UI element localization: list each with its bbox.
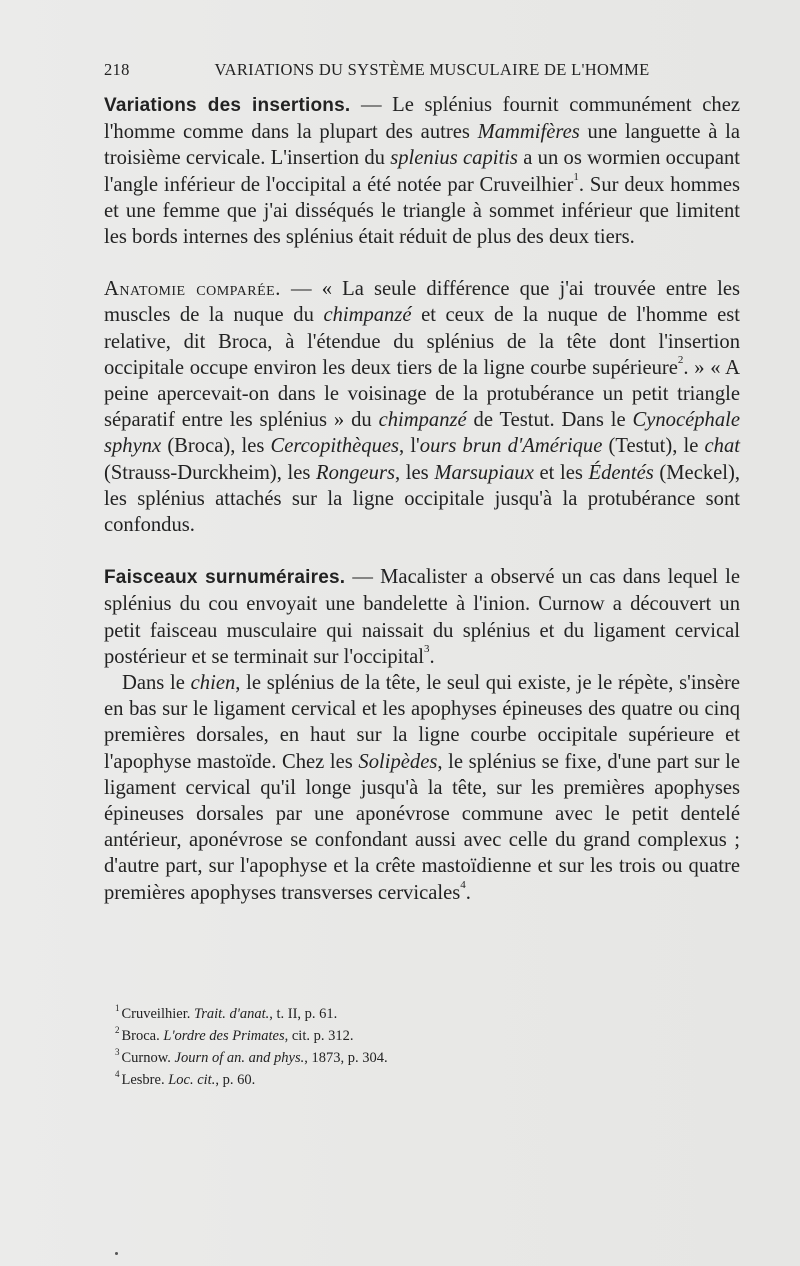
text-run: , le splénius se fixe, d'une part sur le ligament cervical qu'il longe jusqu'à la tête, sur les premières apophyses épineuses dorsales par une aponévrose commune avec le petit dentelé antérieur, aponévrose se confondant aussi avec celle du grand complexus ; d'autre part, sur l'apophyse et la crête mastoïdienne et sur les trois ou quatre premières apophyses transverses cervicales	[104, 750, 741, 904]
footnote-work: Loc. cit.	[168, 1072, 216, 1088]
italic-term: Cynocéphale sphynx	[104, 409, 740, 458]
section-heading: Anatomie comparée.	[104, 278, 281, 301]
text-run: — Le splénius fournit communément chez l'homme comme dans la plupart des autres	[104, 94, 740, 144]
text-run: (Strauss-Durckheim), les	[104, 461, 317, 484]
text-run: et les	[533, 461, 589, 484]
footnote-citation: , t. II, p. 61.	[269, 1006, 338, 1022]
text-run: et ceux de la nuque de l'homme est relative, dit Broca, à l'étendue du splénius de la tête dont l'insertion occipitale occupe environ les deux tiers de la ligne courbe supérieure	[104, 304, 740, 379]
italic-term: chat	[704, 435, 740, 458]
paragraph	[104, 670, 740, 906]
footnote-work: Trait. d'anat.	[194, 1006, 270, 1022]
section-faisceaux-surnumeraires	[104, 564, 740, 906]
italic-term: ours brun d'Amérique	[419, 435, 603, 458]
footnote-number: 2	[115, 1025, 120, 1035]
text-run: — Macalister a observé un cas dans lequel le splénius du cou envoyait une bandelette à l'inion. Curnow a découvert un petit faisceau musculaire qui naissait du splénius et du ligament cervical postérieur et se terminait sur l'occipital	[104, 566, 740, 668]
footnote-number: 4	[115, 1069, 120, 1079]
italic-term: chien	[190, 672, 236, 695]
section-heading: Faisceaux surnuméraires.	[104, 567, 346, 589]
page-number: 218	[104, 60, 130, 79]
text-run: .	[429, 645, 435, 668]
italic-term: Cercopithèques	[270, 435, 400, 458]
paragraph	[104, 92, 740, 250]
footnote-ref: 4	[460, 878, 466, 891]
footnote-author: Broca.	[121, 1028, 164, 1044]
page-body	[104, 92, 740, 932]
text-run: , les	[394, 461, 435, 484]
running-title: VARIATIONS DU SYSTÈME MUSCULAIRE DE L'HOMME	[214, 60, 650, 79]
footnote-ref: 1	[573, 170, 579, 183]
footnote-author: Lesbre.	[121, 1072, 169, 1088]
text-run: (Broca), les	[161, 435, 271, 458]
paragraph	[104, 276, 740, 538]
italic-term: Marsupiaux	[434, 461, 534, 484]
paper-speck	[115, 1252, 118, 1255]
section-heading: Variations des insertions.	[104, 95, 351, 116]
italic-term: Édentés	[588, 461, 654, 484]
footnote	[115, 1003, 715, 1025]
italic-term: Solipèdes	[358, 750, 438, 773]
italic-term: Rongeurs	[316, 461, 395, 484]
text-run: .	[465, 881, 471, 904]
footnote-ref: 2	[677, 353, 684, 366]
text-run: a un os wormien occupant l'angle inférieur de l'occipital a été notée par Cruveilhier	[104, 147, 740, 196]
footnote-author: Curnow.	[121, 1050, 175, 1066]
text-run: . Sur deux hommes et une femme que j'ai disséqués le triangle à sommet inférieur que limitent les bords internes des splénius était réduit de plus des deux tiers.	[104, 173, 740, 249]
text-run: Dans le	[122, 672, 191, 695]
page-header	[104, 60, 740, 80]
text-run: (Meckel), les splénius attachés sur la ligne occipitale jusqu'à la protubérance sont confondus.	[104, 461, 740, 537]
text-run: (Testut), le	[602, 435, 705, 458]
text-run: — « La seule différence que j'ai trouvée entre les muscles de la nuque du	[104, 278, 740, 327]
footnote-number: 3	[115, 1047, 120, 1057]
paragraph	[104, 564, 740, 670]
text-run: une languette à la troisième cervicale. L'insertion du	[104, 121, 740, 170]
footnotes	[115, 1003, 715, 1091]
footnote-work: Journ of an. and phys.	[174, 1050, 305, 1066]
italic-term: chimpanzé	[323, 304, 412, 327]
footnote-work: L'ordre des Primates	[163, 1028, 285, 1044]
footnote	[115, 1025, 715, 1047]
section-variations-insertions	[104, 92, 740, 250]
footnote	[115, 1047, 715, 1069]
footnote-number: 1	[115, 1003, 120, 1013]
footnote	[115, 1069, 715, 1091]
section-anatomie-comparee	[104, 276, 740, 538]
italic-term: splenius capitis	[390, 147, 518, 170]
text-run: de Testut. Dans le	[466, 409, 633, 432]
footnote-citation: , p. 60.	[215, 1072, 256, 1088]
footnote-citation: , 1873, p. 304.	[304, 1050, 388, 1066]
text-run: , le splénius de la tête, le seul qui existe, je le répète, s'insère en bas sur le ligament cervical et les apophyses épineuses des quatre ou cinq premières dorsales, en haut sur la ligne courbe occipitale supérieure et l'apophyse mastoïde. Chez les	[104, 672, 741, 773]
text-run: . » « A peine apercevait-on dans le voisinage de la protubérance un petit triangle séparatif entre les splénius » du	[104, 356, 740, 432]
footnote-author: Cruveilhier.	[121, 1006, 194, 1022]
italic-term: chimpanzé	[378, 409, 467, 432]
italic-term: Mammifères	[477, 121, 580, 144]
text-run: , l'	[399, 435, 420, 458]
footnote-citation: , cit. p. 312.	[284, 1028, 354, 1044]
footnote-ref: 3	[423, 642, 430, 655]
